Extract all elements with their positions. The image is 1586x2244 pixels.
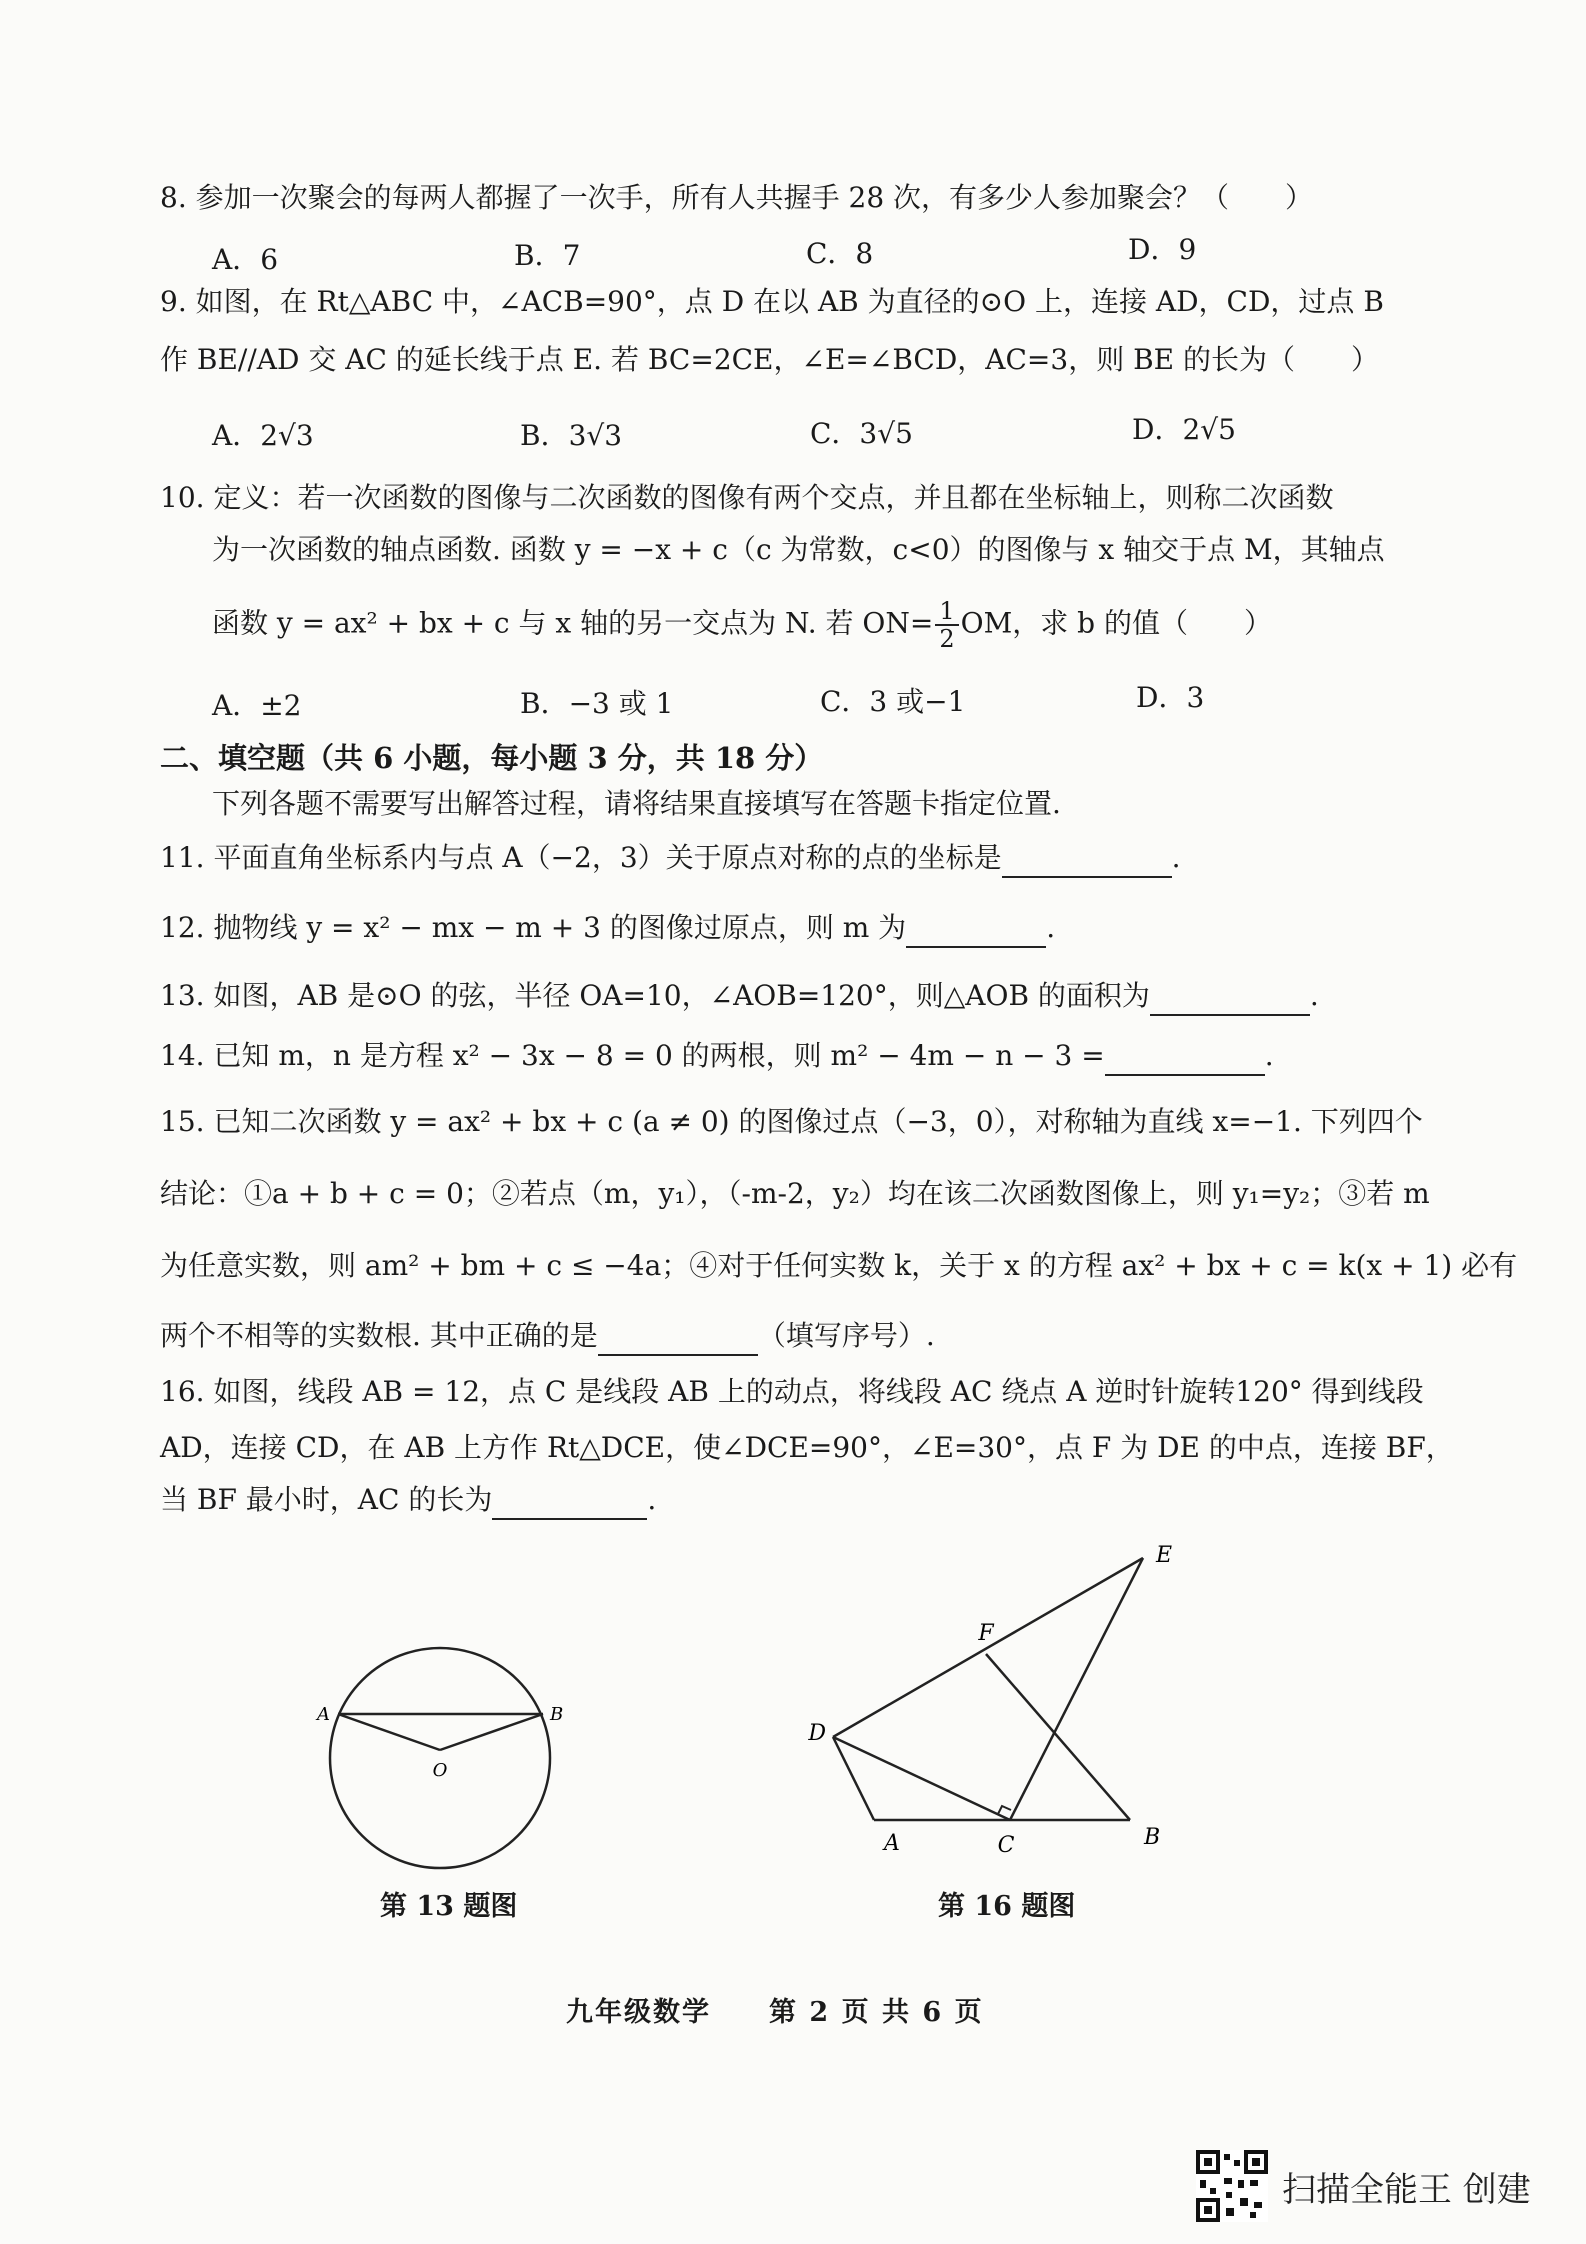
option-c: C．8 [806,237,874,270]
option-b: B．−3 或 1 [520,687,674,720]
question-number: 9. [160,285,187,318]
question-10 [160,478,1333,518]
question-16 [160,1372,1424,1412]
question-number: 13. [160,979,205,1012]
option-d: D．3 [1136,681,1205,714]
answer-blank [598,1324,758,1356]
question-text: 定义：若一次函数的图像与二次函数的图像有两个交点，并且都在坐标轴上，则称二次函数 [213,481,1334,514]
label-f: F [978,1621,994,1646]
question-15-line4 [160,1316,935,1356]
question-number: 12. [160,911,205,944]
answer-blank [492,1488,647,1520]
label-o: O [432,1760,448,1781]
question-14 [160,1036,1274,1076]
period: . [1264,1039,1274,1072]
question-9-line2: 作 BE//AD 交 AC 的延长线于点 E. 若 BC=2CE，∠E=∠BCD，AC=3，则 BE 的长为（ ） [160,343,1380,376]
question-text: 如图，AB 是⊙O 的弦，半径 OA=10，∠AOB=120°，则△AOB 的面积为 [213,979,1150,1012]
option-b: B．3√3 [520,419,623,452]
question-text: 已知二次函数 y = ax² + bx + c (a ≠ 0) 的图像过点（−3，0），对称轴为直线 x=−1. 下列四个 [213,1105,1423,1138]
question-text: 已知 m，n 是方程 x² − 3x − 8 = 0 的两根，则 m² − 4m − n − 3 = [213,1039,1105,1072]
question-text: 平面直角坐标系内与点 A（−2，3）关于原点对称的点的坐标是 [213,841,1002,874]
answer-blank [1105,1044,1265,1076]
question-number: 8. [160,181,187,214]
question-number: 15. [160,1105,205,1138]
question-number: 14. [160,1039,205,1072]
question-15-line2: 结论：①a + b + c = 0；②若点（m，y₁），（-m-2，y₂）均在该二次函数图像上，则 y₁=y₂；③若 m [160,1177,1430,1210]
watermark-text: 扫描全能王 创建 [1282,2170,1531,2210]
question-16-line2: AD，连接 CD，在 AB 上方作 Rt△DCE，使∠DCE=90°，∠E=30°，点 F 为 DE 的中点，连接 BF， [160,1431,1454,1464]
label-e: E [1156,1543,1173,1568]
question-text: 两个不相等的实数根. 其中正确的是 [160,1319,598,1352]
question-text: （填写序号）. [757,1319,935,1352]
period: . [1171,841,1181,874]
fraction-denominator: 2 [939,625,955,653]
question-text: 如图，线段 AB = 12，点 C 是线段 AB 上的动点，将线段 AC 绕点 A 逆时针旋转120° 得到线段 [213,1375,1424,1408]
question-number: 10. [160,481,205,514]
question-text: 如图，在 Rt△ABC 中，∠ACB=90°，点 D 在以 AB 为直径的⊙O 上，连接 AD，CD，过点 B [195,285,1384,318]
question-16-line3 [160,1480,656,1520]
qr-code-icon [1196,2150,1268,2222]
option-a: A．6 [212,243,279,276]
option-c: C．3√5 [810,417,913,450]
figure-16-caption: 第 16 题图 [938,1891,1076,1922]
option-d: D．9 [1128,233,1197,266]
question-text: 参加一次聚会的每两人都握了一次手，所有人共握手 28 次，有多少人参加聚会？（ ） [195,181,1314,214]
answer-blank [1002,846,1172,878]
fraction [935,598,958,652]
figure-16-diagram [808,1540,1190,1860]
answer-blank [1150,984,1310,1016]
label-b: B [1144,1825,1161,1850]
radius-ob [440,1714,543,1750]
question-number: 16. [160,1375,205,1408]
section-instruction: 下列各题不需要写出解答过程，请将结果直接填写在答题卡指定位置. [212,787,1061,820]
question-12 [160,908,1055,948]
section-title: 二、填空题（共 6 小题，每小题 3 分，共 18 分） [160,741,824,775]
question-13 [160,976,1319,1016]
figure-13-diagram [300,1640,600,1870]
question-9 [160,282,1384,322]
option-a: A．±2 [212,689,302,722]
label-a: A [317,1704,330,1725]
segment-ad [833,1737,874,1820]
question-text: 函数 y = ax² + bx + c 与 x 轴的另一交点为 N. 若 ON= [212,606,934,640]
label-b: B [550,1704,564,1725]
question-15-line3: 为任意实数，则 am² + bm + c ≤ −4a；④对于任何实数 k，关于 x 的方程 ax² + bx + c = k(x + 1) 必有 [160,1249,1518,1282]
segment-fb [986,1654,1130,1820]
radius-oa [338,1714,440,1750]
question-8 [160,178,1313,218]
circle-o [330,1648,550,1868]
page-footer: 九年级数学 第 2 页 共 6 页 [566,1997,984,2028]
question-11 [160,838,1181,878]
fraction-numerator: 1 [935,598,958,626]
question-number: 11. [160,841,205,874]
right-angle-marker [998,1806,1011,1814]
period: . [1046,911,1056,944]
question-10-line2: 为一次函数的轴点函数. 函数 y = −x + c（c 为常数，c<0）的图像与 x 轴交于点 M，其轴点 [212,533,1385,566]
option-d: D．2√5 [1132,413,1236,446]
period: . [1309,979,1319,1012]
option-c: C．3 或−1 [820,685,966,718]
option-a: A．2√3 [212,419,314,452]
question-text: 当 BF 最小时，AC 的长为 [160,1483,493,1516]
period: . [647,1483,657,1516]
question-text: 抛物线 y = x² − mx − m + 3 的图像过原点，则 m 为 [213,911,907,944]
label-a: A [884,1831,900,1856]
figure-13-caption: 第 13 题图 [380,1891,518,1922]
label-c: C [997,1833,1015,1858]
option-b: B．7 [514,239,581,272]
question-10-line3 [212,598,1272,652]
question-15 [160,1102,1423,1142]
label-d: D [808,1721,826,1746]
answer-blank [906,916,1046,948]
segment-dc [833,1737,1010,1820]
question-text: OM，求 b 的值（ ） [960,606,1272,640]
